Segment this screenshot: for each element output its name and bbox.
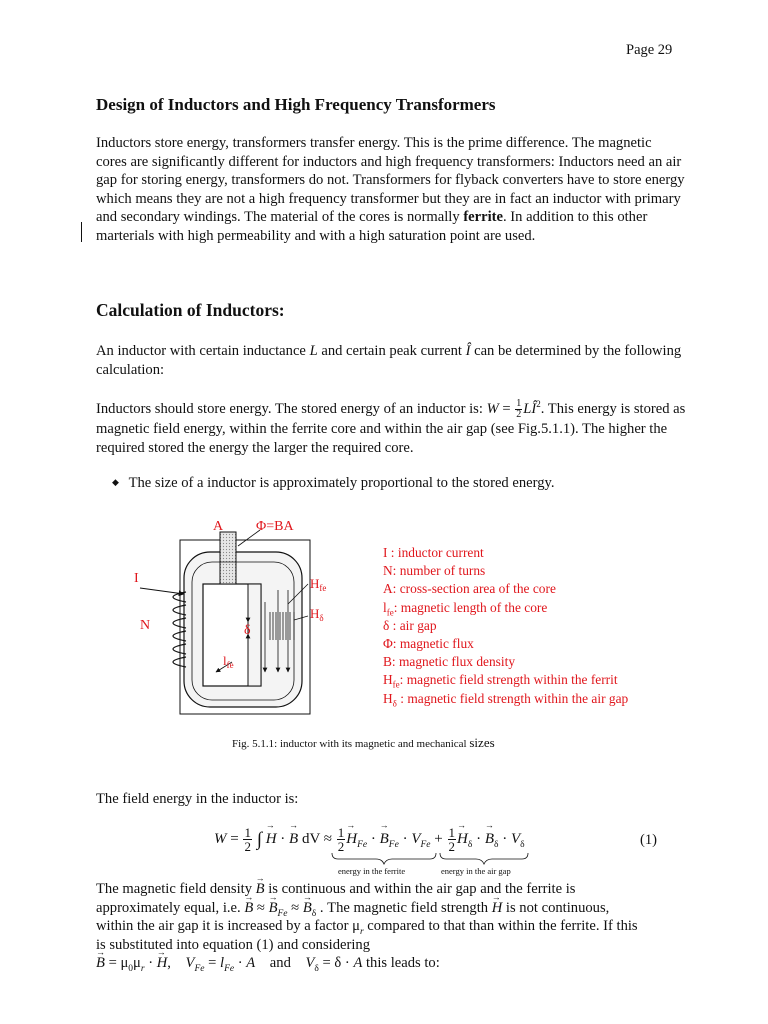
fraction-one-half: $\frac{1}{2}$ <box>516 398 522 420</box>
label-lfe: $l_{fe}$ <box>223 653 234 670</box>
equation-number: (1) <box>640 832 658 848</box>
bullet-item: ◆ The size of a inductor is approximately proportional to the stored energy. <box>112 475 555 491</box>
equation-intro: The field energy in the inductor is: <box>96 791 299 807</box>
legend-item: B: magnetic flux density <box>383 654 516 670</box>
underbrace-label-ferrite: energy in the ferrite <box>338 866 406 876</box>
legend-item: N: number of turns <box>383 563 486 579</box>
air-gap-piece <box>220 532 236 584</box>
figure-legend <box>383 544 628 708</box>
inductor-diagram <box>120 512 380 722</box>
equation-underbraces <box>330 852 530 866</box>
legend-item: I : inductor current <box>383 545 484 560</box>
intro-paragraph: Inductors store energy, transformers transfer energy. This is the prime difference. The magnetic cores are significantly different for inductors and high frequency transformers: Inductors need an air gap for storing energy, transformers do not. Transformers for flyback converters have to store energy which means they are not a high frequency transformer but they are in fact an inductor with primary and secondary windings. The material of the cores is normally ferrite. In addition to this other marterials with high permeability and with a high saturation point are used. <box>96 135 685 244</box>
legend-item: A: cross-section area of the core <box>383 581 556 597</box>
label-A: A <box>213 519 224 534</box>
field-paragraph: The magnetic field density → B is continuous and within the air gap and the ferrite is approximately equal, i.e. → B ≈ → $B_{Fe}$ ≈ → $B_\delta$ . The magnetic field strength → H is not continuous, within the air gap it is increased by a factor $\mu_r$ compared to that than within the ferrite. If this is substituted into equation (1) and considering → $B = \mu_0\mu_r$ · → H, $V_{Fe} = l_{Fe} \cdot A$ and $V_\delta = \delta \cdot A$ this leads to: <box>96 880 696 973</box>
legend-item: δ : air gap <box>383 617 437 633</box>
calculation-intro: An inductor with certain inductance L and certain peak current Î can be determined by the following calculation: <box>96 343 682 378</box>
legend-item: $l_{fe}$: magnetic length of the core <box>383 599 548 618</box>
bullet-diamond-icon: ◆ <box>112 477 119 487</box>
label-Hfe: $H_{fe}$ <box>310 576 327 593</box>
page-number: Page 29 <box>626 42 673 58</box>
section-heading-design: Design of Inductors and High Frequency Transformers <box>96 95 496 114</box>
figure-caption: Fig. 5.1.1: inductor with its magnetic and mechanical sizes <box>232 735 495 750</box>
section-heading-calculation: Calculation of Inductors: <box>96 300 285 320</box>
legend-item: Φ: magnetic flux <box>383 636 474 652</box>
underbrace-label-airgap: energy in the air gap <box>441 866 511 876</box>
legend-item: $H_\delta$ : magnetic field strength within the air gap <box>383 690 629 709</box>
label-Hdelta: $H_\delta$ <box>310 606 324 623</box>
equation-1: W = $\frac{1}{2}$ ∫ → H · → B dV ≈ $\frac{1}{2}$ → $H_{Fe}$ · → $B_{Fe} \cdot V_{Fe}$ + $\frac{1}{2}$ → $H_\delta$ · → $B_\delta \cdot V_\delta$ <box>214 826 525 853</box>
legend-item: $H_{fe}$: magnetic field strength within the ferrit <box>383 672 618 691</box>
label-delta: δ <box>244 623 251 638</box>
bold-ferrite: ferrite <box>463 209 503 226</box>
label-N: N <box>140 618 151 633</box>
energy-paragraph: Inductors should store energy. The stored energy of an inductor is: W = $\frac{1}{2}$ $LÎ^2$. This energy is stored as magnetic field energy, within the ferrite core and within the air gap (see Fig.5.1.1). The higher the required stored the energy the larger the required core. <box>96 398 686 456</box>
label-I: I <box>134 571 139 586</box>
change-bar <box>81 222 82 242</box>
label-phi: Φ=BA <box>256 519 294 534</box>
